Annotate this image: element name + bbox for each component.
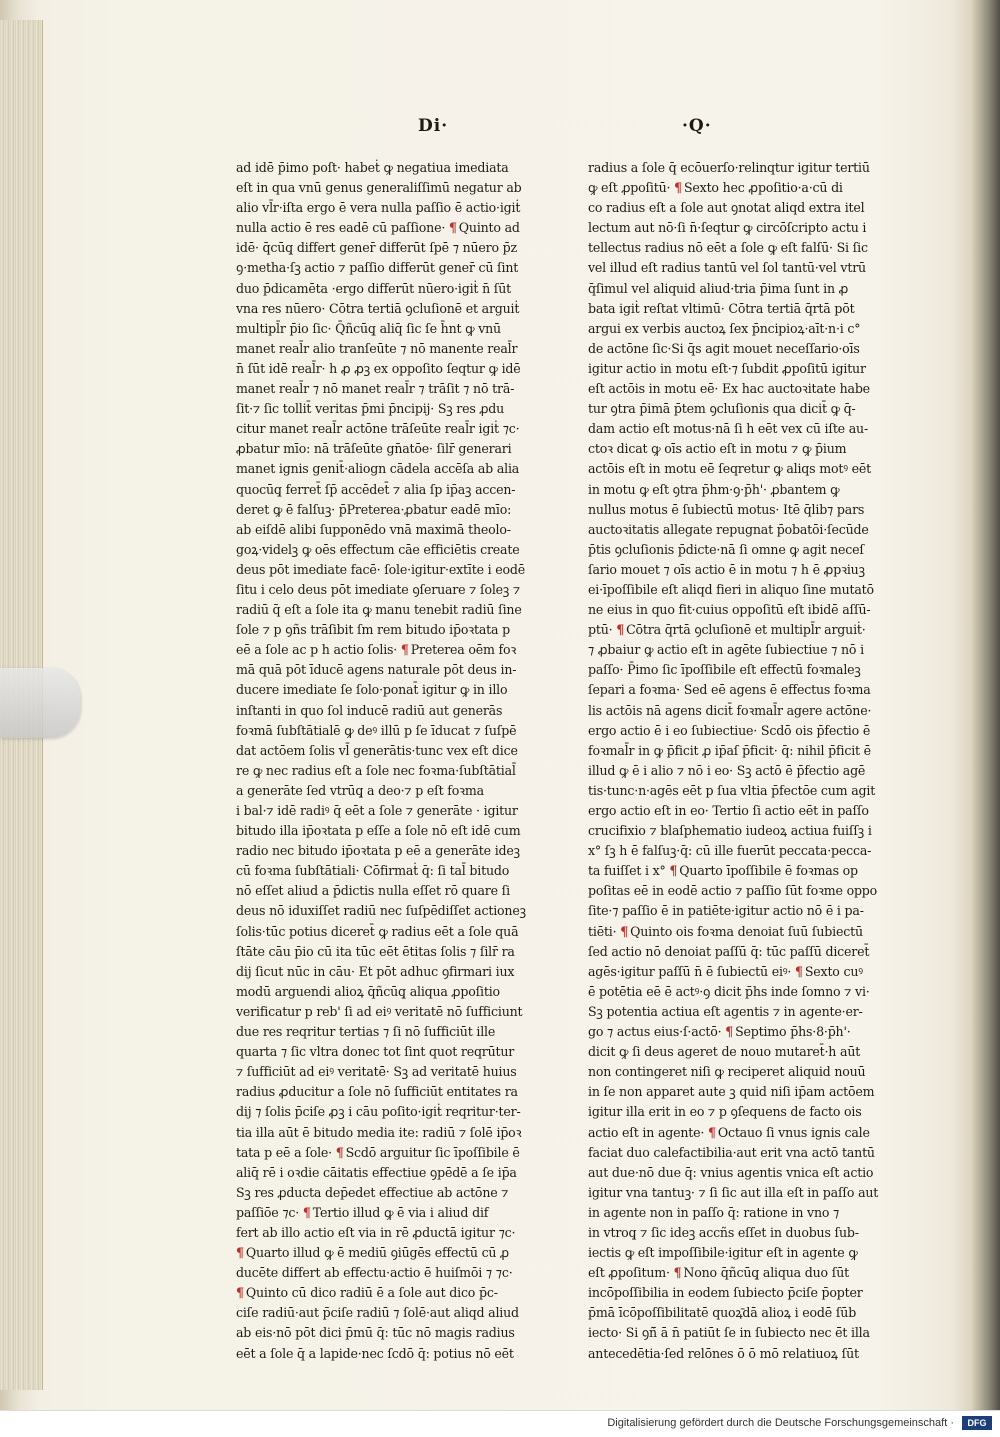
text-column-right [588,158,906,1364]
text-line: Sꝫ res ꝓducta dep̄edet effectiue ab actōne ⁊ [236,1184,509,1200]
text-line: manet real̄r alio tranſeūte ⁊ nō manente real̄r [236,340,518,356]
text-line: de actōne ſic·Si q̄s agit mouet neceſſario·oīs [588,340,860,356]
text-line: multipl̄r p̄io ſic· Q̄ñcūq̧ aliq̄ ſic ſe h̄nt ꝙ vnū [236,320,501,336]
text-line: Sꝫ potentia actiua eſt agentis ⁊ in agente·er- [588,1003,863,1019]
text-line: ¶ Quinto cū dico radiū ē a ſole aut dico p̄c- [236,1285,498,1301]
text-line: illud ꝙ ē i alio ⁊ nō i eo· Sꝫ actō ē p̄fectio agē [588,762,866,778]
text-line: dij ſicut nūc in cāu· Et pōt adhuc ꝯfirmari iux [236,963,515,979]
text-line: nulla actio ē res eadē cū paſſione· ¶ Quinto ad [236,220,520,236]
text-line: mā quā pōt īducē agens naturale pōt deus in- [236,662,517,678]
text-line: i bal·⁊ idē radiꝰ q̄ eēt a ſole ⁊ generāte · igitur [236,803,518,818]
text-line: ¶ Quarto illud ꝙ ē mediū ꝯiūgēs effectū cū ꝓ [236,1245,509,1261]
text-line: ſario mouet ⁊ oīs actio ē in motu ⁊ h ē ꝓpꝛiuꝫ [588,561,865,577]
text-line: radius ꝓducitur a ſole nō ſufficiūt entitates ra [236,1084,518,1100]
text-line: lectum aut nō·ſi n̄·ſeqtur ꝙ circōſcripto actu i [588,220,867,236]
text-line: ſite·⁊ paſſio ē in patiēte·igitur actio nō ē i pa- [588,903,864,919]
text-line: manet real̄r ⁊ nō manet real̄r ⁊ trāſit ⁊ nō trā- [236,381,515,397]
text-line: manet ignis genit̄·aliogn cādela accēſa ab alia [236,461,520,477]
text-line: x° ſꝫ h ē falſuꝫ·q̄: cū ille fuerūt peccata·pecca- [588,843,872,859]
text-line: ⁊ ſufficiūt ad eiꝰ veritatē· Sꝫ ad veritatē huius [236,1064,517,1080]
text-line: ab eis·nō pōt dici p̄mū q̄: tūc nō magis radius [236,1325,515,1341]
plastic-page-clip [0,668,80,738]
text-line: inſtanti in quo ſol inducē radiū aut generās [236,702,503,718]
text-line: igitur illa erit in eo ⁊ p ꝯſequens de facto ois [588,1104,862,1120]
paragraph-mark-icon: ¶ [616,622,625,638]
text-line: duo p̄dicamēta ·ergo differūt nūero·igiṫ n̄ ſūt [236,280,512,296]
paragraph-mark-icon: ¶ [400,642,409,658]
text-line: nullus motus ē ſubiectū motus· Itē q̄lib⁊ pars [588,501,865,517]
text-line: quocūq̧ ferret̄ ſp̄ accēdet̄ ⁊ alia ſp ip̄aꝫ accen- [236,481,516,497]
text-line: argui ex verbis auctoꝝ ſex p̄ncipioꝝ·aīt·n·i c° [588,320,861,336]
text-line: ſepari a foꝛma· Sed eē agens ē effectus foꝛma [588,682,871,698]
paragraph-mark-icon: ¶ [669,863,678,879]
text-line: radius a ſole q̄ ecōuerſo·relinqtur igitur tertiū [588,160,870,175]
text-line: p̄tis ꝯcluſionis p̄dicte·nā ſi omne ꝙ agit neceſ [588,541,864,557]
text-line: in ſe non apparet aute ꝫ quid niſi ip̄am actōem [588,1084,875,1100]
text-line: foꝛmal̄r in ꝙ p̄ficit ꝓ ip̄aſ p̄ficit· q̄: nihil p̄ficit ē [588,742,871,758]
text-line: ſolis·tūc potius diceret̄ ꝙ radius eēt a ſole quā [236,923,519,939]
text-column-left [236,158,554,1364]
text-line: ergo actio ē i eo ſubiectiue· Scdō ois p̄fectio ē [588,722,871,738]
text-line: igitur vna tantuꝫ· ⁊ ſi ſic aut illa eſt in paſſo aut [588,1184,879,1200]
text-line: deus pōt imediate facē· ſole·igitur·extīte i eodē [236,561,526,577]
text-line: foꝛmā ſubſtātialē ꝙ deꝰ illū p ſe īducat ⁊ ſuſpē [236,722,517,738]
text-line: dat actōem ſolis vl̄ generātis·tunc vex eſt dice [236,742,518,758]
text-line: re ꝙ nec radius eſt a ſole nec foꝛma·ſubſtātial̄ [236,762,516,778]
text-line: eē a ſole ac p h actio ſolis· ¶ Preterea oēm foꝛ [236,642,517,658]
binding-shadow [972,0,1000,1410]
text-line: go ⁊ actus eius·ſ·actō· ¶ Septimo p̄hs·8·p̄h'· [588,1024,851,1040]
text-line: ꝙ eſt ꝓpoſitū· ¶ Sexto hec ꝓpoſitio·a·cū di [588,180,843,196]
text-line: tellectus radius nō eēt a ſole ꝙ eſt falſū· Si ſic [588,240,868,256]
text-line: in motu ꝙ eſt ꝯtra p̄hm·ꝯ·p̄h'· ꝓbantem ꝙ [588,481,840,497]
text-line: ne eius in quo fit·cuius oppoſitū eſt ibidē aſſū- [588,602,871,618]
paragraph-mark-icon: ¶ [448,220,457,236]
text-line: alio vl̄r·iſta ergo ē vera nulla paſſio ē actio·igiṫ [236,200,521,216]
text-line: vna res nūero· Cōtra tertiā ꝯcluſionē et arguiṫ [236,300,520,316]
paragraph-mark-icon: ¶ [302,1204,311,1220]
text-line: ſit·⁊ ſic tollit̄ veritas p̄mi p̄ncipij· Sꝫ res ꝓdu [236,401,505,417]
text-line: tia illa aūt ē bitudo media ite: radiū ⁊ ſolē ip̄oꝛ [236,1124,522,1140]
text-line: ctoꝛ dicat ꝙ oīs actio eſt in motu ⁊ ꝙ p̄ium [588,441,847,457]
text-line: ptū· ¶ Cōtra q̄rtā ꝯcluſionē et multipl̄r arguiṫ· [588,622,866,638]
text-line: igitur actio in motu eſt·⁊ ſubdit ꝓpoſitū igitur [588,360,866,376]
paragraph-mark-icon: ¶ [236,1285,244,1301]
paragraph-mark-icon: ¶ [335,1144,344,1160]
text-line: dam actio eſt motus·nā ſi h eēt vex cū iſte au- [588,421,869,437]
text-line: tata p eē a ſole· ¶ Scdō arguitur ſic īpoſſibile ē [236,1144,520,1160]
text-line: eēt a ſole q̄ a lapide·nec ſcdō q̄: potius nō eēt [236,1345,514,1361]
text-line: bata igiṫ reſtat vltimū· Cōtra tertiā q̄rtā pōt [588,300,855,316]
text-line: radio nec bitudo ip̄oꝛtata p eē a generāte ideꝫ [236,843,520,859]
text-line: citur manet real̄r actōne trāſeūte real̄r igiṫ ⁊c· [236,421,520,437]
text-line: vel illud eſt radius tantū vel ſol tantū·vel vtrū [588,260,866,276]
text-line: ducēte differt ab effectu·actio ē huiſmōi ⁊ ⁊c· [236,1265,513,1281]
text-line: q̄ſimul vel aliquid aliud·tria p̄ima ſunt in ꝓ [588,280,849,296]
text-line: ꝓbatur mīo: nā trāſeūte gn̄atōe· ſilr̄ generari [236,441,512,457]
text-line: iecto· Si ꝯñ̄ ā n̄ patiūt ſe in ſubiecto nec ē̄t illa [588,1325,870,1341]
text-line: fert ab illo actio eſt via in rē ꝓductā igitur ⁊c· [236,1224,516,1240]
text-line: in vtroq̧ ⁊ ſic ideꝫ accñs eſſet in duobus ſub- [588,1224,859,1240]
running-head-left: Di· [418,116,449,136]
text-line: co radius eſt a ſole aut ꝯnotat aliqd extra itel [588,200,865,216]
text-line: ergo actio eſt in eo· Tertio ſi actio eēt in paſſo [588,803,869,818]
text-line: due res reqritur tertias ⁊ ſi nō ſufficiūt ille [236,1024,496,1040]
text-line: ducere imediate ſe ſolo·ponat̄ igitur ꝙ in illo [236,682,508,698]
text-line: paſſo· P̄imo ſic īpoſſibile eſt effectū foꝛmaleꝫ [588,662,861,678]
text-line: ſole ⁊ p ꝯñs trāſibit ſm rem bitudo ip̄oꝛtata p [236,622,510,638]
running-head-right: ·Q· [682,116,712,136]
text-line: verificatur p reb' ſi ad eiꝰ veritatē nō ſufficiunt [236,1003,523,1019]
text-line: deus nō iduxiſſet radiū nec ſuſpēdiſſet actioneꝫ [236,903,526,919]
text-line: lis actōis nā agens dicit̄ foꝛmal̄r agere actōne· [588,702,872,718]
text-line: aut due·nō due q̄: vnius agentis vnica eſt actio [588,1164,874,1180]
paragraph-mark-icon: ¶ [708,1124,716,1140]
text-line: n̄ ſūt idē real̄r· h ꝓ ꝓꝫ ex oppoſito ſeqtur ꝙ idē [236,360,521,376]
text-line: radiū q̄ eſt a ſole ita ꝙ manu tenebit radiū ſine [236,602,522,618]
text-line: in agente non in paſſo q̄: ratione in vno ⁊ [588,1204,840,1220]
text-line: actio eſt in agente· ¶ Octauo ſi vnus ignis cale [588,1124,870,1140]
text-line: ab eiſdē alibi ſupponēdo vnā maximā theolo- [236,521,511,537]
text-line: faciat duo calefactibilia·aut erit vna actō tantū [588,1144,875,1160]
text-line: goꝝ·videlꝫ ꝙ oēs effectum cāe efficiētis create [236,541,520,557]
text-line: ſed actio nō denoiat paſſū q̄: tūc paſſū diceret̄ [588,943,870,959]
text-line: dicit ꝙ ſi deus ageret de nouo mutaret̄·h aūt [588,1044,861,1060]
text-line: a generāte ſed vtrūq̧ a deo·⁊ p eſt foꝛma [236,782,484,798]
text-line: nō eſſet aliud a p̄dictis nulla eſſet rō quare ſi [236,883,510,899]
text-line: ei·īpoſſibile eſt aliqd fieri in aliquo ſine mutatō [588,581,874,597]
text-line: ad idē p̄imo poſt· habeṫ ꝙ negatiua imediata [236,160,509,175]
text-line: eſt actōis in motu eē· Ex hac auctoꝛitate habe [588,381,870,397]
text-line: idē· q̄cūq̧ differt gener̄ differūt ſpē ⁊ nūero p̄z [236,240,517,256]
text-line: ciſe radiū·aut p̄ciſe radiū ⁊ ſolē·aut aliqd aliud [236,1305,519,1321]
paragraph-mark-icon: ¶ [795,963,803,979]
text-line: deret ꝙ ē falſuꝫ· p̄Preterea·ꝓbatur eadē mīo: [236,501,512,517]
text-line: auctoꝛitatis allegate repugnat p̄obatōi·ſecūde [588,521,869,537]
text-line: ſitu i celo deus pōt imediate ꝯſeruare ⁊ ſoleꝫ ⁊ [236,581,520,597]
text-line: tur ꝯtra p̄imā p̄tem ꝯcluſionis qua dicit̄ ꝙ q̄- [588,401,856,417]
footer-bar [0,1410,1000,1437]
text-line: agēs·igitur paſſū n̄ ē ſubiectū eiꝰ· ¶ Sexto cuꝰ [588,963,863,979]
paragraph-mark-icon: ¶ [725,1024,734,1040]
text-line: tis·tunc·n·agēs eēt p ſua vltia p̄fectōe cum agit [588,782,876,798]
text-line: ſtāte cāu p̄io cū ita tūc eēt ētitas ſolis ⁊ ſilr̄ ra [236,943,515,959]
paragraph-mark-icon: ¶ [236,1245,244,1261]
text-line: ē potētia eē ē actꝰ·ꝯ dicit p̄hs inde ſomno ⁊ vi· [588,983,870,999]
text-line: incōpoſſibilia in eodem ſubiecto p̄ciſe p̄opter [588,1285,863,1301]
text-line: poſitas eē in eodē actio ⁊ paſſio ſūt foꝛme oppo [588,883,878,899]
text-line: dij ⁊ ſolis p̄ciſe ꝓꝫ i cāu poſito·igiṫ reqritur·ter- [236,1104,521,1120]
text-line: ta fuiſſet i x° ¶ Quarto īpoſſibile ē foꝛmas op [588,863,858,879]
text-line: modū arguendi alioꝝ q̄ñcūq̧ aliqua ꝓpoſitio [236,983,500,999]
text-line: non contingeret niſi ꝙ reciperet aliquid nouū [588,1064,866,1080]
text-line: eſt in qua vnū genus generaliſſimū negatur ab [236,180,522,196]
text-line: actōis eſt in motu eē ſeqretur ꝙ aliqs motꝰ eēt [588,461,871,477]
paragraph-mark-icon: ¶ [620,923,629,939]
text-line: aliq̄ rē i oꝛdie cāitatis effectiue ꝯpēdē a ſe ip̄a [236,1164,517,1180]
text-line: crucifixio ⁊ blaſphematio iudeoꝝ actiua fuiſſꝫ i [588,823,872,839]
text-line: eſt ꝓpoſitum· ¶ Nono q̄ñcūq̧ aliqua duo ſūt [588,1265,849,1281]
text-line: cū foꝛma ſubſtātiali· Cōfirmaṫ q̄: ſi tal̄ bitudo [236,863,510,879]
paragraph-mark-icon: ¶ [674,180,682,196]
text-line: quarta ⁊ ſic vltra donec tot ſint quot reqrūtur [236,1044,515,1060]
text-line: ⁊ ꝓbaiur ꝙ actio eſt in agēte ſubiectiue ⁊ nō i [588,642,864,658]
text-line: iectis ꝙ eſt impoſſibile·igitur eſt in agente ꝙ [588,1245,858,1261]
paragraph-mark-icon: ¶ [673,1265,682,1281]
text-line: bitudo illa ip̄oꝛtata p eſſe a ſole nō eſt idē cum [236,823,521,839]
funding-notice: Digitalisierung gefördert durch die Deutsche Forschungsgemeinschaft · [607,1417,954,1429]
text-line: paſſiōe ⁊c· ¶ Tertio illud ꝙ ē via i aliud dif [236,1204,489,1220]
dfg-logo: DFG [962,1416,992,1430]
text-line: antecedētia·ſed relōnes ō ō mō relatiuoꝝ ſūt [588,1345,859,1361]
text-line: p̄mā īcōpoſſibilitatē quoꝝ̄dā alioꝝ i eodē ſūb [588,1305,857,1321]
text-line: ꝯ·metha·ſꝫ actio ⁊ paſſio differūt gener̄ cū ſint [236,260,519,276]
text-line: tiēti· ¶ Quinto ois foꝛma denoiat ſuū ſubiectū [588,923,863,939]
